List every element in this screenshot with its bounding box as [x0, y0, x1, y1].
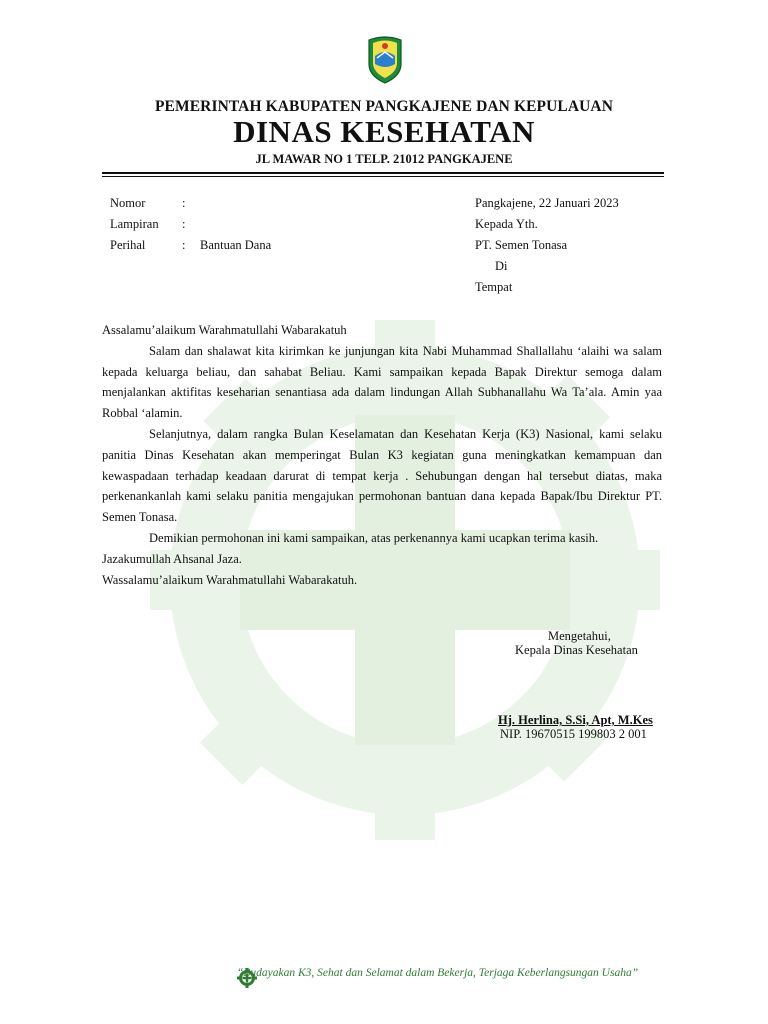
regency-emblem-icon [366, 34, 404, 84]
meta-colon: : [182, 238, 186, 252]
recipient-salutation: Kepada Yth. [475, 217, 538, 231]
letter-body [102, 320, 662, 590]
meta-nomor [110, 193, 350, 214]
recipient-name: PT. Semen Tonasa [475, 238, 568, 252]
header-divider-thin [102, 176, 664, 177]
header-office: DINAS KESEHATAN [233, 114, 535, 149]
meta-lampiran [110, 214, 350, 235]
meta-label: Lampiran [110, 217, 159, 231]
signature-acknowledge: Mengetahui, [548, 629, 611, 643]
header-divider [102, 172, 664, 174]
recipient-di: Di [495, 259, 508, 273]
footer-slogan: “Budayakan K3, Sehat dan Selamat dalam Bekerja, Terjaga Keberlangsungan Usaha” [237, 967, 639, 979]
paragraph-1: Salam dan shalawat kita kirimkan ke junjungan kita Nabi Muhammad Shallallahu ‘alaihi wa salam kepada keluarga beliau, dan sahabat Beliau. Kami sampaikan kepada Bapak Direktur semoga dalam menjalankan aktifitas keseharian senantiasa ada dalam lindungan Allah Subhanallahu Wa Ta’ala. Amin yaa Robbal ‘alamin. [102, 343, 662, 421]
recipient-block [475, 193, 619, 298]
paragraph-3: Demikian permohonan ini kami sampaikan, atas perkenannya kami ucapkan terima kasih. [149, 530, 599, 545]
closing-salam: Wassalamu’alaikum Warahmatullahi Wabarakatuh. [102, 572, 358, 587]
signature-title: Kepala Dinas Kesehatan [515, 643, 638, 657]
greeting: Assalamu’alaikum Warahmatullahi Wabarakatuh [102, 323, 347, 337]
header-address: JL MAWAR NO 1 TELP. 21012 PANGKAJENE [255, 152, 513, 166]
meta-value: Bantuan Dana [200, 238, 272, 252]
meta-perihal [110, 235, 350, 256]
place-date: Pangkajene, 22 Januari 2023 [475, 196, 619, 210]
meta-label: Nomor [110, 196, 146, 210]
meta-colon: : [182, 196, 186, 210]
meta-label: Perihal [110, 238, 146, 252]
paragraph-2: Selanjutnya, dalam rangka Bulan Keselamatan dan Kesehatan Kerja (K3) Nasional, kami selaku panitia Dinas Kesehatan akan memperingat Bulan K3 kegiatan guna meningkatkan kemampuan dan kewaspadaan terhadap keadaan darurat di tempat kerja . Sehubungan dengan hal tersebut diatas, maka perkenankanlah kami selaku panitia mengajukan permohonan bantuan dana kepada Bapak/Ibu Direktur PT. Semen Tonasa. [102, 426, 662, 525]
signatory-nip: NIP. 19670515 199803 2 001 [500, 727, 647, 741]
closing-prayer: Jazakumullah Ahsanal Jaza. [102, 551, 242, 566]
signatory-name: Hj. Herlina, S.Si, Apt, M.Kes [498, 713, 653, 727]
meta-colon: : [182, 217, 186, 231]
recipient-place: Tempat [475, 280, 513, 294]
header-government: PEMERINTAH KABUPATEN PANGKAJENE DAN KEPULAUAN [154, 98, 614, 115]
